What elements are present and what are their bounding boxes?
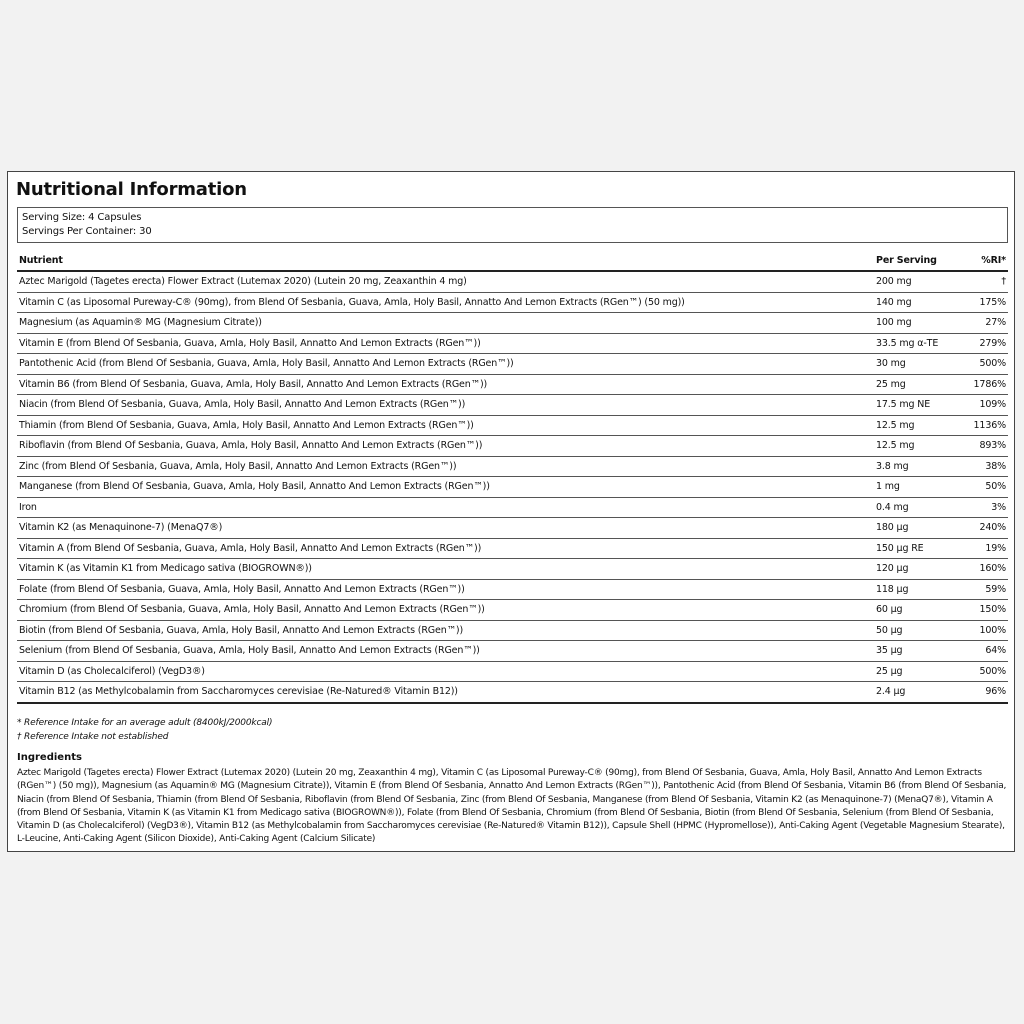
per-serving-amount: 33.5 mg α-TE (874, 333, 964, 354)
nutrient-name: Niacin (from Blend Of Sesbania, Guava, Amla, Holy Basil, Annatto And Lemon Extracts (RGen™)) (17, 395, 874, 416)
table-row (17, 436, 1008, 457)
table-row (17, 271, 1008, 292)
nutrition-table (17, 250, 1008, 704)
nutrition-table-body (17, 271, 1008, 703)
table-row (17, 579, 1008, 600)
ri-percent: † (964, 271, 1008, 292)
nutrient-name: Vitamin D (as Cholecalciferol) (VegD3®) (17, 661, 874, 682)
table-row (17, 313, 1008, 334)
ri-percent: 27% (964, 313, 1008, 334)
ri-percent: 893% (964, 436, 1008, 457)
per-serving-amount: 25 mg (874, 374, 964, 395)
nutrient-name: Vitamin E (from Blend Of Sesbania, Guava, Amla, Holy Basil, Annatto And Lemon Extracts (RGen™)) (17, 333, 874, 354)
per-serving-amount: 180 µg (874, 518, 964, 539)
per-serving-amount: 120 µg (874, 559, 964, 580)
table-row (17, 374, 1008, 395)
per-serving-amount: 200 mg (874, 271, 964, 292)
per-serving-amount: 50 µg (874, 620, 964, 641)
per-serving-amount: 17.5 mg NE (874, 395, 964, 416)
ri-percent: 109% (964, 395, 1008, 416)
ri-percent: 96% (964, 682, 1008, 703)
table-row (17, 661, 1008, 682)
nutrient-name: Riboflavin (from Blend Of Sesbania, Guava, Amla, Holy Basil, Annatto And Lemon Extracts (RGen™)) (17, 436, 874, 457)
nutrient-name: Thiamin (from Blend Of Sesbania, Guava, Amla, Holy Basil, Annatto And Lemon Extracts (RGen™)) (17, 415, 874, 436)
ri-percent: 1786% (964, 374, 1008, 395)
nutrient-name: Iron (17, 497, 874, 518)
ingredients-heading: Ingredients (17, 752, 82, 763)
per-serving-amount: 35 µg (874, 641, 964, 662)
per-serving-amount: 12.5 mg (874, 436, 964, 457)
per-serving-amount: 12.5 mg (874, 415, 964, 436)
table-row (17, 292, 1008, 313)
ri-percent: 64% (964, 641, 1008, 662)
footnotes (17, 716, 272, 744)
table-row (17, 333, 1008, 354)
footnote-reference-intake: * Reference Intake for an average adult (8400kJ/2000kcal) (17, 718, 273, 728)
nutrient-name: Selenium (from Blend Of Sesbania, Guava, Amla, Holy Basil, Annatto And Lemon Extracts (RGen™)) (17, 641, 874, 662)
footnote-dagger: † Reference Intake not established (17, 732, 169, 742)
ri-percent: 150% (964, 600, 1008, 621)
serving-size: Serving Size: 4 Capsules (22, 212, 142, 223)
nutrient-name: Vitamin A (from Blend Of Sesbania, Guava, Amla, Holy Basil, Annatto And Lemon Extracts (RGen™)) (17, 538, 874, 559)
ri-percent: 59% (964, 579, 1008, 600)
table-row (17, 682, 1008, 703)
ri-percent: 175% (964, 292, 1008, 313)
table-row (17, 354, 1008, 375)
column-header-per-serving: Per Serving (874, 250, 964, 271)
per-serving-amount: 140 mg (874, 292, 964, 313)
ri-percent: 3% (964, 497, 1008, 518)
nutrient-name: Vitamin C (as Liposomal Pureway-C® (90mg), from Blend Of Sesbania, Guava, Amla, Holy Basil, Annatto And Lemon Extracts (RGen™) (50 mg)) (17, 292, 874, 313)
table-row (17, 620, 1008, 641)
ri-percent: 240% (964, 518, 1008, 539)
table-row (17, 415, 1008, 436)
nutrient-name: Vitamin B12 (as Methylcobalamin from Saccharomyces cerevisiae (Re-Natured® Vitamin B12)) (17, 682, 874, 703)
ingredients-text: Aztec Marigold (Tagetes erecta) Flower Extract (Lutemax 2020) (Lutein 20 mg, Zeaxanthin 4 mg), Vitamin C (as Liposomal Pureway-C® (90mg), from Blend Of Sesbania, Guava, Amla, Holy Basil, Annatto And Lemon Extracts (RGen™) (50 mg)), Magnesium (as Aquamin® MG (Magnesium Citrate)), Vitamin E (from Blend Of Sesbania, Annatto And Lemon Extracts (RGen™)), Pantothenic Acid (from Blend Of Sesbania, Vitamin B6 (from Blend Of Sesbania, Niacin (from Blend Of Sesbania, Thiamin (from Blend Of Sesbania, Riboflavin (from Blend Of Sesbania, Zinc (from Blend Of Sesbania, Manganese (from Blend Of Sesbania, Vitamin K2 (as Menaquinone-7) (MenaQ7®), Vitamin A (from Blend Of Sesbania, Vitamin K (as Vitamin K1 from Medicago sativa (BIOGROWN®)), Folate (from Blend Of Sesbania, Chromium (from Blend Of Sesbania, Biotin (from Blend Of Sesbania, Selenium (from Blend Of Sesbania, Vitamin D (as Cholecalciferol) (VegD3®), Vitamin B12 (as Methylcobalamin from Saccharomyces cerevisiae (Re-Natured® Vitamin B12)), Capsule Shell (HPMC (Hypromellose)), Anti-Caking Agent (Vegetable Magnesium Stearate), L-Leucine, Anti-Caking Agent (Silicon Dioxide), Anti-Caking Agent (Calcium Silicate) (17, 768, 1007, 845)
per-serving-amount: 1 mg (874, 477, 964, 498)
column-header-ri: %RI* (964, 250, 1008, 271)
per-serving-amount: 150 µg RE (874, 538, 964, 559)
nutrient-name: Zinc (from Blend Of Sesbania, Guava, Amla, Holy Basil, Annatto And Lemon Extracts (RGen™)) (17, 456, 874, 477)
table-row (17, 538, 1008, 559)
per-serving-amount: 2.4 µg (874, 682, 964, 703)
per-serving-amount: 118 µg (874, 579, 964, 600)
ri-percent: 500% (964, 661, 1008, 682)
per-serving-amount: 30 mg (874, 354, 964, 375)
per-serving-amount: 60 µg (874, 600, 964, 621)
table-row (17, 456, 1008, 477)
nutrient-name: Vitamin K (as Vitamin K1 from Medicago sativa (BIOGROWN®)) (17, 559, 874, 580)
nutrient-name: Vitamin B6 (from Blend Of Sesbania, Guava, Amla, Holy Basil, Annatto And Lemon Extracts (RGen™)) (17, 374, 874, 395)
nutrient-name: Magnesium (as Aquamin® MG (Magnesium Citrate)) (17, 313, 874, 334)
table-row (17, 395, 1008, 416)
nutrient-name: Biotin (from Blend Of Sesbania, Guava, Amla, Holy Basil, Annatto And Lemon Extracts (RGen™)) (17, 620, 874, 641)
table-row (17, 600, 1008, 621)
ri-percent: 279% (964, 333, 1008, 354)
nutrient-name: Chromium (from Blend Of Sesbania, Guava, Amla, Holy Basil, Annatto And Lemon Extracts (RGen™)) (17, 600, 874, 621)
table-row (17, 559, 1008, 580)
nutrient-name: Aztec Marigold (Tagetes erecta) Flower Extract (Lutemax 2020) (Lutein 20 mg, Zeaxanthin 4 mg) (17, 271, 874, 292)
panel-title: Nutritional Information (16, 179, 247, 200)
per-serving-amount: 0.4 mg (874, 497, 964, 518)
ri-percent: 160% (964, 559, 1008, 580)
serving-info-box (17, 207, 1008, 243)
ri-percent: 1136% (964, 415, 1008, 436)
servings-per-container: Servings Per Container: 30 (22, 226, 152, 237)
nutrient-name: Folate (from Blend Of Sesbania, Guava, Amla, Holy Basil, Annatto And Lemon Extracts (RGen™)) (17, 579, 874, 600)
ri-percent: 500% (964, 354, 1008, 375)
per-serving-amount: 25 µg (874, 661, 964, 682)
nutrient-name: Manganese (from Blend Of Sesbania, Guava, Amla, Holy Basil, Annatto And Lemon Extracts (RGen™)) (17, 477, 874, 498)
per-serving-amount: 3.8 mg (874, 456, 964, 477)
table-header-row (17, 250, 1008, 271)
ri-percent: 100% (964, 620, 1008, 641)
ri-percent: 19% (964, 538, 1008, 559)
nutrient-name: Pantothenic Acid (from Blend Of Sesbania, Guava, Amla, Holy Basil, Annatto And Lemon Extracts (RGen™)) (17, 354, 874, 375)
per-serving-amount: 100 mg (874, 313, 964, 334)
table-row (17, 518, 1008, 539)
table-row (17, 497, 1008, 518)
nutrition-panel (7, 171, 1015, 852)
ri-percent: 38% (964, 456, 1008, 477)
table-row (17, 641, 1008, 662)
nutrient-name: Vitamin K2 (as Menaquinone-7) (MenaQ7®) (17, 518, 874, 539)
ri-percent: 50% (964, 477, 1008, 498)
table-row (17, 477, 1008, 498)
column-header-nutrient: Nutrient (17, 250, 874, 271)
